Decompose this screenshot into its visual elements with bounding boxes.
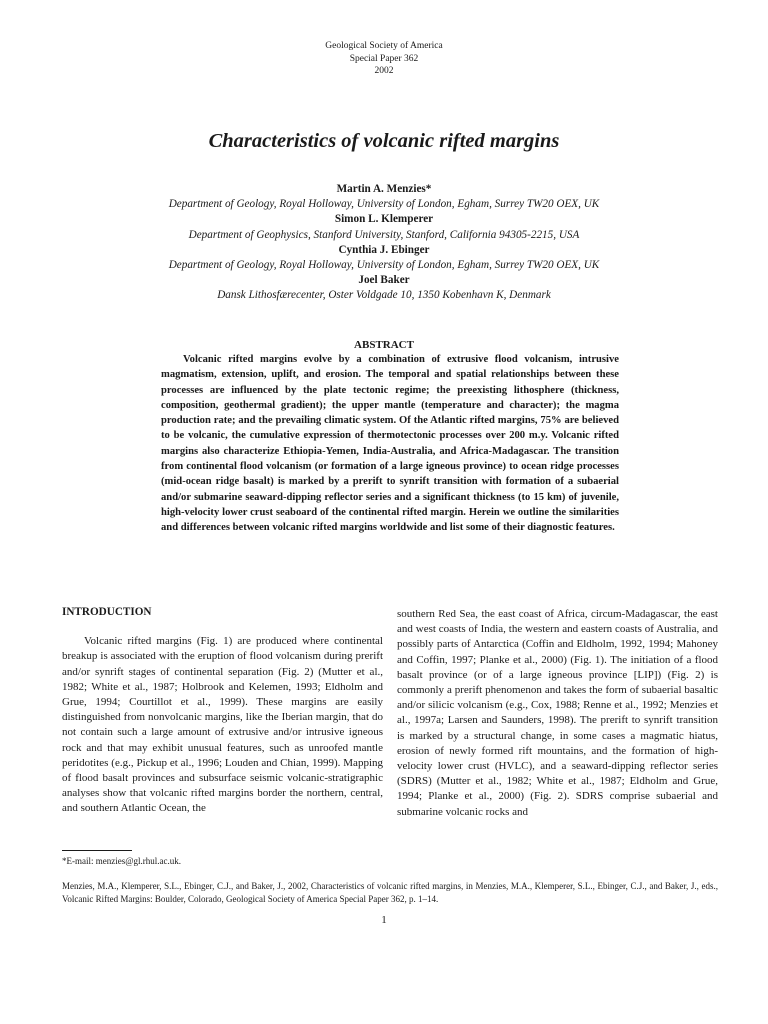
right-column xyxy=(397,607,718,820)
author-name: Simon L. Klemperer xyxy=(334,213,434,226)
publication-year: 2002 xyxy=(374,66,394,76)
abstract-text: Volcanic rifted margins evolve by a combination of extrusive flood volcanism, intrusive magmatism, extension, uplift, and erosion. The temporal and spatial relationships between these processes are influenced by the plate tectonic regime; the preexisting lithosphere (thickness, composition, geothermal gradient); the upper mantle (temperature and character); the magma production rate; and the prevailing climatic system. Of the Atlantic rifted margins, 75% are believed to be volcanic, the cumulative expression of thermotectonic processes over 200 m.y. Volcanic rifted margins also characterize Ethiopia-Yemen, India-Australia, and Africa-Madagascar. The transition from continental flood volcanism (or formation of a large igneous province) to ocean ridge processes (mid-ocean ridge basalt) is marked by a prerift to synrift transition with formation of a subaerial and/or submarine seaward-dipping reflector series and a significant thickness (to 15 km) of juvenile, high-velocity lower crust seaboard of the continental rifted margin. Herein we outline the similarities and differences between volcanic rifted margins worldwide and list some of their diagnostic features. xyxy=(161,354,619,534)
journal-header xyxy=(0,40,768,78)
abstract-heading: ABSTRACT xyxy=(354,339,414,351)
series-name: Special Paper 362 xyxy=(349,53,419,64)
author-affiliation: Department of Geology, Royal Holloway, University of London, Egham, Surrey TW20 OEX, UK xyxy=(168,259,600,272)
citation-text: Menzies, M.A., Klemperer, S.L., Ebinger, C.J., and Baker, J., 2002, Characteristics of volcanic rifted margins, in Menzies, M.A., Klemperer, S.L., Ebinger, C.J., and Baker, J., eds., Volcanic Rifted Margins: Boulder, Colorado, Geological Society of America Special Paper 362, p. 1–14. xyxy=(62,881,718,904)
author-name: Joel Baker xyxy=(358,274,410,287)
footnote-divider xyxy=(62,850,132,851)
author-block xyxy=(0,182,768,304)
body-paragraph: southern Red Sea, the east coast of Africa, circum-Madagascar, the east and west coasts of India, the western and eastern coasts of Australia, and possibly parts of Antarctica (Coffin and Eldholm, 1992, 1994; Mahoney and Coffin, 1997; Planke et al., 2000) (Fig. 1). The initiation of a flood basalt province (or of a large igneous province [LIP]) (Fig. 2) is commonly a prerift phenomenon and takes the form of subaerial basaltic and/or silicic volcanism (e.g., Cox, 1988; Renne et al., 1992; Menzies et al., 1997a; Larsen and Saunders, 1998). The prerift to synrift transition is marked by a structural change, in some cases a magmatic hiatus, erosion of newly formed rift mountains, and the formation of high-velocity lower crust (HVLC), and a seaward-dipping reflector series (SDRS) (Mutter et al., 1982; White et al., 1987; Eldholm and Grue, 1994; Planke et al., 2000) (Fig. 2). SDRS comprise subaerial and submarine volcanic rocks and xyxy=(397,608,718,818)
section-heading-introduction: INTRODUCTION xyxy=(62,606,152,618)
body-paragraph: Volcanic rifted margins (Fig. 1) are produced where continental breakup is associated with the eruption of flood volcanism during prerift and/or synrift stages of continental separation (Fig. 2) (Mutter et al., 1982; White et al., 1987; Holbrook and Kelemen, 1993; Eldholm and Grue, 1994; Courtillot et al., 1999). These margins are easily distinguished from nonvolcanic margins, like the Iberian margin, that do not contain such a large amount of extrusive and/or intrusive igneous rock and that may exhibit unusual features, such as unroofed mantle peridotites (e.g., Pickup et al., 1996; Louden and Chian, 1999). Mapping of flood basalt provinces and subsurface seismic volcanic-stratigraphic analyses show that volcanic rifted margins border the northern, central, and southern Atlantic Ocean, the xyxy=(62,635,383,815)
page-number: 1 xyxy=(381,914,387,926)
author-affiliation: Department of Geology, Royal Holloway, University of London, Egham, Surrey TW20 OEX, UK xyxy=(168,198,600,211)
author-name: Martin A. Menzies* xyxy=(336,183,432,195)
author-affiliation: Department of Geophysics, Stanford University, Stanford, California 94305-2215, USA xyxy=(188,228,580,241)
left-column xyxy=(62,605,383,817)
journal-name: Geological Society of America xyxy=(325,41,443,51)
author-affiliation: Dansk Lithosfærecenter, Oster Voldgade 10, 1350 Kobenhavn K, Denmark xyxy=(217,289,551,302)
footnote-email: *E-mail: menzies@gl.rhul.ac.uk. xyxy=(62,856,182,866)
paper-title: Characteristics of volcanic rifted margins xyxy=(208,130,560,152)
author-name: Cynthia J. Ebinger xyxy=(338,243,430,256)
